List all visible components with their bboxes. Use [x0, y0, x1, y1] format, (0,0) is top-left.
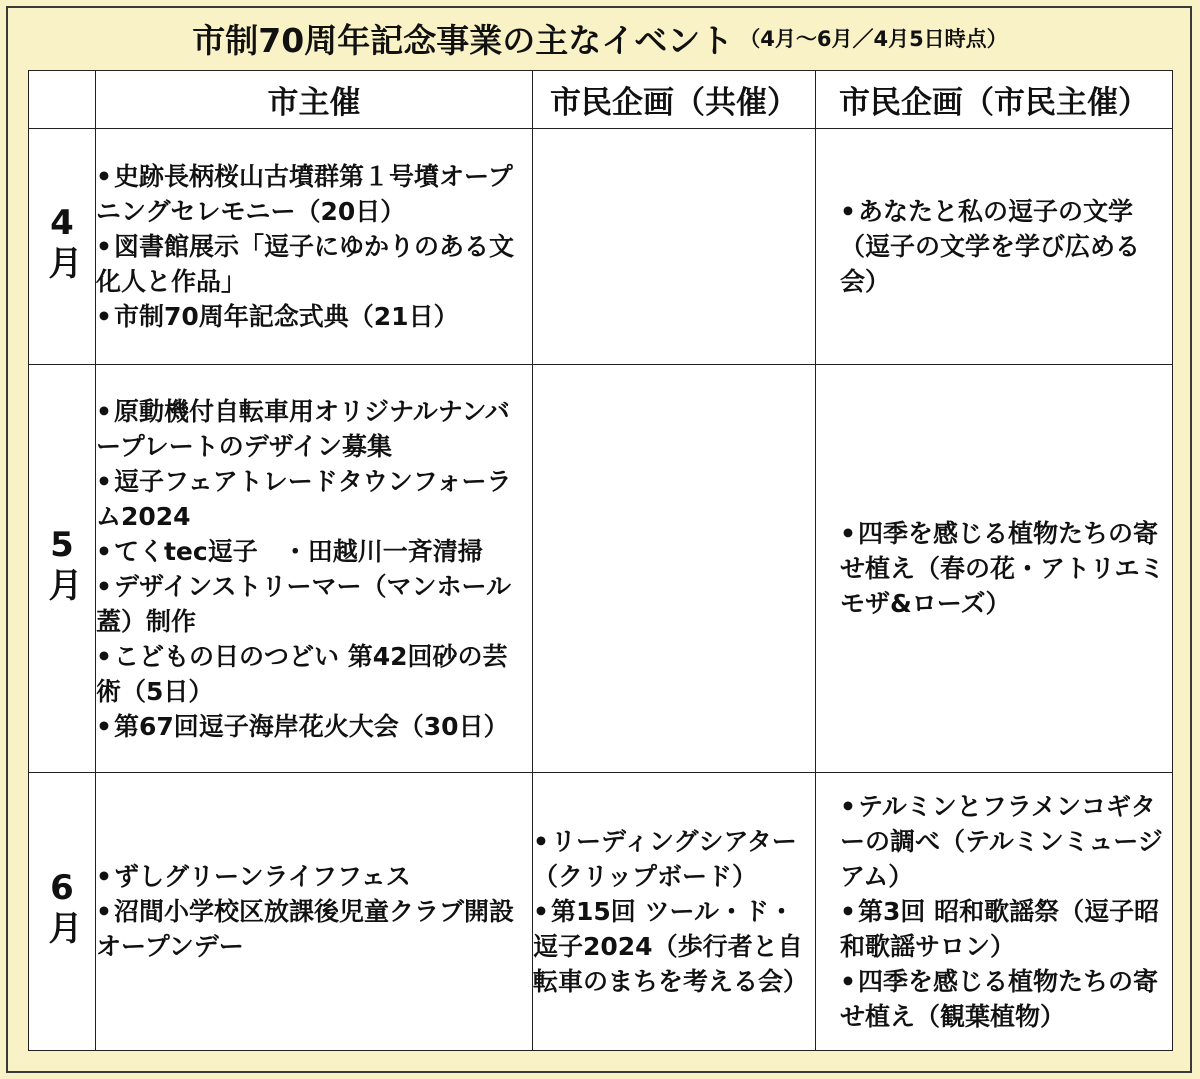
month-label: 6月 [42, 868, 82, 946]
cosponsored-events-cell [533, 773, 816, 1051]
list-item: •第15回 ツール・ド・逗子2024（歩行者と自転車のまちを考える会） [533, 897, 809, 996]
month-cell [29, 773, 96, 1051]
city-events-cell [96, 773, 533, 1051]
title-subtitle: （4月〜6月／4月5日時点） [739, 27, 1008, 51]
table-row [29, 773, 1173, 1051]
list-item: •沼間小学校区放課後児童クラブ開設オープンデー [96, 897, 514, 961]
list-item: •原動機付自転車用オリジナルナンバープレートのデザイン募集 [96, 396, 510, 461]
list-item: •こどもの日のつどい 第42回砂の芸術（5日） [96, 641, 508, 706]
month-label: 4月 [42, 203, 82, 281]
list-item: •四季を感じる植物たちの寄せ植え（春の花・アトリエミモザ&ローズ） [840, 519, 1165, 618]
cosponsored-events-cell [533, 129, 816, 365]
list-item: •史跡長柄桜山古墳群第１号墳オープニングセレモニー（20日） [96, 162, 513, 226]
page-title [0, 10, 1200, 66]
city-events-cell [96, 365, 533, 773]
list-item: •市制70周年記念式典（21日） [96, 302, 459, 331]
list-item: •てくtec逗子 ・田越川一斉清掃 [96, 536, 483, 566]
list-item: •リーディングシアター（クリップボード） [533, 827, 797, 891]
list-item: •第67回逗子海岸花火大会（30日） [96, 711, 509, 741]
title-main: 市制70周年記念事業の主なイベント [192, 20, 734, 60]
city-events-cell [96, 129, 533, 365]
citizen-events-cell [816, 773, 1173, 1051]
column-header-city: 市主催 [96, 71, 533, 129]
table-row [29, 365, 1173, 773]
cosponsored-events-cell [533, 365, 816, 773]
column-header-cosponsored: 市民企画（共催） [533, 71, 816, 129]
list-item: •あなたと私の逗子の文学（逗子の文学を学び広める会） [840, 197, 1141, 296]
citizen-events-cell [816, 365, 1173, 773]
list-item: •逗子フェアトレードタウンフォーラム2024 [96, 466, 512, 531]
list-item: •図書館展示「逗子にゆかりのある文化人と作品」 [96, 232, 514, 296]
list-item: •第3回 昭和歌謡祭（逗子昭和歌謡サロン） [840, 897, 1160, 961]
list-item: •テルミンとフラメンコギターの調べ（テルミンミュージアム） [840, 792, 1163, 891]
month-label: 5月 [42, 525, 82, 603]
list-item: •四季を感じる植物たちの寄せ植え（観葉植物） [840, 967, 1158, 1031]
month-cell [29, 129, 96, 365]
list-item: •デザインストリーマー（マンホール蓋）制作 [96, 571, 511, 636]
header-row [29, 71, 1173, 129]
column-header-citizen: 市民企画（市民主催） [816, 71, 1173, 129]
month-cell [29, 365, 96, 773]
citizen-events-cell [816, 129, 1173, 365]
table-row [29, 129, 1173, 365]
events-table [28, 70, 1173, 1051]
list-item: •ずしグリーンライフフェス [96, 862, 411, 891]
month-header-blank [29, 71, 96, 129]
